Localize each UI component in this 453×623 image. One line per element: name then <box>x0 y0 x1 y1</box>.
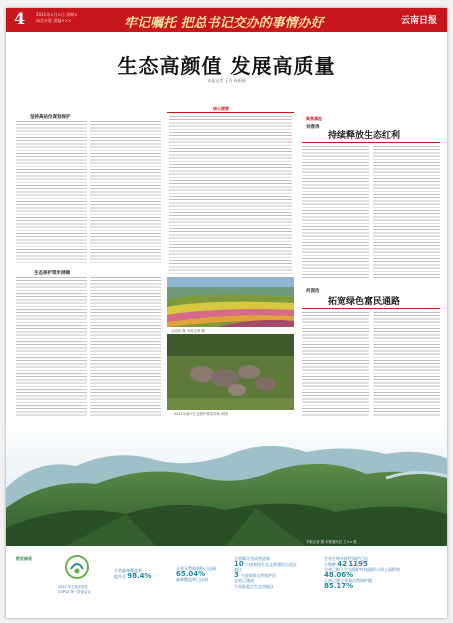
issue-date: 2021年×月×日 星期× <box>36 12 78 17</box>
cop15-text-1: 2021 年生物多样性 <box>58 585 89 589</box>
stat-0-label2: 森林覆盖率已达到 <box>176 577 208 583</box>
stat-5-label: 全省生物多样性保护已达 <box>324 556 368 561</box>
stat-item-0 <box>176 566 216 583</box>
right-bottom-divider <box>302 308 440 309</box>
left-subhead-1: 坚持高站位谋划保护 <box>30 115 71 120</box>
stat-4-value: 48.06% <box>324 570 354 579</box>
right-top-text-a <box>302 146 369 280</box>
campaign-slogan: 牢记嘱托 把总书记交办的事情办好 <box>124 16 324 31</box>
newspaper-logo: 云南日报 <box>400 16 437 26</box>
center-section-label: 核心提要 <box>213 106 229 111</box>
stat-1-value: 98.4% <box>127 571 152 580</box>
stat-5-tail: 1195 <box>348 559 368 568</box>
stat-4-label: 全省已纳入生态保护红线面积占国土面积的 <box>324 567 400 573</box>
right-bottom-author: 何润浩 <box>306 289 320 294</box>
stats-strip <box>6 546 447 618</box>
stat-0-value: 65.04% <box>176 569 206 578</box>
stats-section-tag: 数说绿美 <box>16 556 32 561</box>
stat-5-value: 42 <box>337 559 348 568</box>
stat-3-tail: 个国家级自然保护区 <box>240 572 277 578</box>
stat-5-label2: 个物种 <box>324 561 336 567</box>
left-text-block-1b <box>90 121 161 265</box>
stat-1-label2: 提升至 <box>114 573 126 579</box>
landscape-caption: 本报记者 摄 本报通讯员 王×× 摄 <box>306 540 357 544</box>
issue-meta <box>36 12 78 24</box>
stat-0-label: 全省天然林面积已达到 <box>176 566 216 571</box>
stat-2-tail: 个国家级生态文明建设示范区 <box>245 561 298 567</box>
elephant-herd-photo <box>167 334 294 410</box>
stat-2-label2: 超过 <box>234 567 242 573</box>
stat-item-4 <box>324 556 400 590</box>
right-bottom-text-a <box>302 312 369 416</box>
right-top-text-b <box>373 146 440 280</box>
photo-caption-2: 2021年滇中生态保护修复现场 供图 <box>174 412 228 416</box>
left-text-block-1a <box>16 121 87 265</box>
left-subhead-2: 生态保护筑牢屏障 <box>34 271 70 276</box>
right-section-label: 聚焦滇池 <box>306 116 322 121</box>
issue-editor: 绿美专版 责编××× <box>36 18 72 23</box>
cop15-text-2: COP15 第一阶段会议 <box>58 590 91 594</box>
page-headline: 生态高颜值 发展高质量 <box>117 54 336 78</box>
page-number: 4 <box>14 9 26 28</box>
stat-2-label: 全省累计完成营造林 <box>234 556 270 561</box>
stat-6-value: 85.17% <box>324 581 354 590</box>
right-bottom-title: 拓宽绿色富民通路 <box>328 297 401 307</box>
stat-6-label: 云南已建立各类自然保护地 <box>324 578 372 584</box>
stat-1-label: 全省森林覆盖率 <box>114 568 142 573</box>
newspaper-page <box>6 8 447 618</box>
stat-3-label: 全省已建成 <box>234 578 254 584</box>
right-top-author: 刘春涛 <box>306 125 320 130</box>
stat-3-value: 3 <box>234 570 239 579</box>
left-text-block-2a <box>16 277 87 417</box>
right-bottom-text-b <box>373 312 440 416</box>
cop15-logo-icon <box>64 554 90 580</box>
center-text-block <box>169 116 292 274</box>
mountain-landscape-photo <box>6 418 447 546</box>
left-text-block-2b <box>90 277 161 417</box>
stat-item-2 <box>234 556 297 590</box>
right-top-divider <box>302 142 440 143</box>
flower-field-photo <box>167 277 294 327</box>
headline-byline: 本报记者 王丹 杨娟丽 <box>207 78 246 83</box>
center-divider <box>167 112 294 113</box>
stat-3-label2: 个国家重点生态功能区 <box>234 583 274 589</box>
photo-caption-1: 云南省 摄 本报记者 摄 <box>171 329 205 333</box>
right-top-title: 持续释放生态红利 <box>328 131 401 141</box>
stat-item-1 <box>114 568 152 579</box>
stat-2-value: 10 <box>234 559 244 568</box>
masthead-banner <box>6 8 447 32</box>
